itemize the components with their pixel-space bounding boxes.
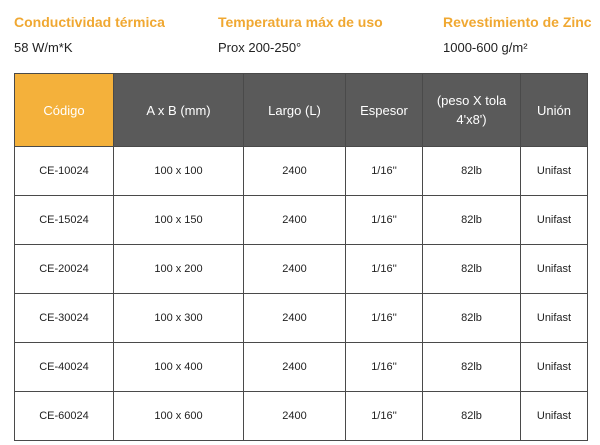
cell-code: CE-15024 bbox=[15, 196, 114, 245]
table-body bbox=[15, 147, 588, 441]
table-row bbox=[15, 392, 588, 441]
spec-label: Revestimiento de Zinc bbox=[443, 14, 592, 30]
spec-value: 58 W/m*K bbox=[14, 40, 73, 55]
cell-weight: 82lb bbox=[423, 147, 521, 196]
table-row bbox=[15, 343, 588, 392]
cell-dimensions: 100 x 200 bbox=[114, 245, 244, 294]
spec-thermal-conductivity bbox=[14, 14, 165, 55]
cell-weight: 82lb bbox=[423, 294, 521, 343]
cell-thickness: 1/16'' bbox=[346, 294, 423, 343]
cell-weight: 82lb bbox=[423, 196, 521, 245]
header-code: Código bbox=[15, 74, 114, 147]
cell-code: CE-60024 bbox=[15, 392, 114, 441]
spec-label: Temperatura máx de uso bbox=[218, 14, 383, 30]
spec-max-temperature bbox=[218, 14, 383, 55]
cell-code: CE-40024 bbox=[15, 343, 114, 392]
cell-thickness: 1/16'' bbox=[346, 147, 423, 196]
cell-length: 2400 bbox=[244, 294, 346, 343]
cell-dimensions: 100 x 100 bbox=[114, 147, 244, 196]
header-weight: (peso X tola 4'x8') bbox=[423, 74, 521, 147]
spec-zinc-coating bbox=[443, 14, 592, 55]
product-table-container bbox=[14, 73, 587, 441]
cell-code: CE-30024 bbox=[15, 294, 114, 343]
cell-thickness: 1/16'' bbox=[346, 343, 423, 392]
cell-code: CE-20024 bbox=[15, 245, 114, 294]
cell-joint: Unifast bbox=[521, 343, 588, 392]
cell-joint: Unifast bbox=[521, 196, 588, 245]
table-row bbox=[15, 196, 588, 245]
table-row bbox=[15, 294, 588, 343]
product-table bbox=[14, 73, 588, 441]
spec-value: Prox 200-250° bbox=[218, 40, 302, 55]
cell-dimensions: 100 x 600 bbox=[114, 392, 244, 441]
cell-weight: 82lb bbox=[423, 343, 521, 392]
cell-joint: Unifast bbox=[521, 294, 588, 343]
cell-dimensions: 100 x 150 bbox=[114, 196, 244, 245]
table-header-row bbox=[15, 74, 588, 147]
cell-dimensions: 100 x 400 bbox=[114, 343, 244, 392]
cell-joint: Unifast bbox=[521, 147, 588, 196]
cell-length: 2400 bbox=[244, 245, 346, 294]
cell-length: 2400 bbox=[244, 196, 346, 245]
cell-joint: Unifast bbox=[521, 392, 588, 441]
cell-length: 2400 bbox=[244, 147, 346, 196]
cell-code: CE-10024 bbox=[15, 147, 114, 196]
specs-section bbox=[0, 0, 600, 70]
header-length: Largo (L) bbox=[244, 74, 346, 147]
header-dimensions: A x B (mm) bbox=[114, 74, 244, 147]
header-thickness: Espesor bbox=[346, 74, 423, 147]
cell-length: 2400 bbox=[244, 343, 346, 392]
cell-thickness: 1/16'' bbox=[346, 392, 423, 441]
table-row bbox=[15, 147, 588, 196]
cell-thickness: 1/16'' bbox=[346, 196, 423, 245]
spec-value: 1000-600 g/m² bbox=[443, 40, 528, 55]
cell-weight: 82lb bbox=[423, 392, 521, 441]
header-joint: Unión bbox=[521, 74, 588, 147]
cell-thickness: 1/16'' bbox=[346, 245, 423, 294]
cell-length: 2400 bbox=[244, 392, 346, 441]
cell-joint: Unifast bbox=[521, 245, 588, 294]
cell-dimensions: 100 x 300 bbox=[114, 294, 244, 343]
spec-label: Conductividad térmica bbox=[14, 14, 165, 30]
table-row bbox=[15, 245, 588, 294]
cell-weight: 82lb bbox=[423, 245, 521, 294]
